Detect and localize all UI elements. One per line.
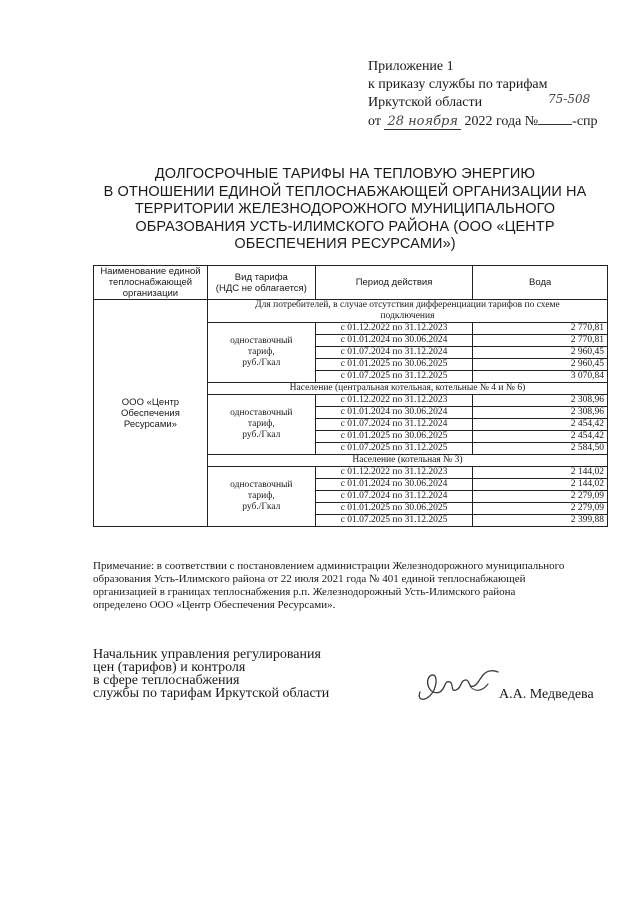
tariff-type-line-2: тариф, (247, 347, 275, 357)
header-org-line-2: теплоснабжающей (108, 277, 193, 288)
tariff-type-cell (207, 467, 315, 527)
period-cell: с 01.01.2024 по 30.06.2024 (315, 335, 473, 347)
group-label-line-1: Для потребителей, в случае отсутствия дифференциации тарифов по схеме (255, 300, 560, 310)
handwritten-signature (414, 662, 504, 706)
period-cell: с 01.07.2025 по 31.12.2025 (315, 371, 473, 383)
org-name-line-2: Обеспечения (121, 407, 180, 419)
price-cell: 2 960,45 (473, 347, 608, 359)
period-cell: с 01.07.2024 по 31.12.2024 (315, 491, 473, 503)
price-cell: 2 279,09 (473, 491, 608, 503)
tariff-table (93, 265, 608, 527)
handwritten-order-number: 75-508 (548, 92, 591, 106)
note-line-3: организацией в границах теплоснабжения р.п. Железнодорожный Усть-Илимского района (93, 586, 516, 598)
order-year-label: 2022 года № (464, 114, 539, 129)
title-line-3: ТЕРРИТОРИИ ЖЕЛЕЗНОДОРОЖНОГО МУНИЦИПАЛЬНОГО (134, 201, 556, 217)
period-cell: с 01.07.2025 по 31.12.2025 (315, 515, 473, 527)
org-name-line-1: ООО «Центр (121, 396, 180, 408)
price-cell: 2 308,96 (473, 407, 608, 419)
price-cell: 2 144,02 (473, 479, 608, 491)
order-number-blank (538, 112, 572, 125)
title-line-4: ОБРАЗОВАНИЯ УСТЬ-ИЛИМСКОГО РАЙОНА (ООО «ЦЕНТР (135, 218, 555, 235)
price-cell: 2 399,88 (473, 515, 608, 527)
period-cell: с 01.07.2025 по 31.12.2025 (315, 443, 473, 455)
order-date-prefix: от (368, 114, 381, 129)
group-label-row (94, 300, 608, 323)
signatory-line-1: Начальник управления регулирования (93, 647, 321, 662)
price-cell: 3 070,84 (473, 371, 608, 383)
signatory-title (93, 648, 329, 700)
signatory-name: А.А. Медведева (499, 687, 594, 702)
group-label-line-2: подключения (380, 311, 435, 321)
tariff-type-line-1: одноставочный (230, 408, 293, 418)
title-line-5: ОБЕСПЕЧЕНИЯ РЕСУРСАМИ») (234, 236, 456, 252)
price-cell: 2 584,50 (473, 443, 608, 455)
header-period: Период действия (315, 266, 473, 300)
price-cell: 2 770,81 (473, 323, 608, 335)
header-org (94, 266, 208, 300)
appendix-line-2: к приказу службы по тарифам (368, 77, 548, 92)
group-label (207, 300, 607, 323)
note-line-2: образования Усть-Илимского района от 22 июля 2021 года № 401 единой теплоснабжающей (93, 573, 526, 585)
signatory-line-3: в сфере теплоснабжения (93, 673, 240, 688)
table-header-row (94, 266, 608, 300)
tariff-type-line-3: руб./Гкал (242, 502, 281, 512)
period-cell: с 01.01.2025 по 30.06.2025 (315, 359, 473, 371)
header-water: Вода (473, 266, 608, 300)
order-number-suffix: -спр (572, 114, 598, 129)
price-cell: 2 454,42 (473, 419, 608, 431)
period-cell: с 01.07.2024 по 31.12.2024 (315, 347, 473, 359)
tariff-type-line-3: руб./Гкал (242, 430, 281, 440)
org-name-line-3: Ресурсами» (123, 418, 177, 430)
period-cell: с 01.12.2022 по 31.12.2023 (315, 323, 473, 335)
tariff-type-line-2: тариф, (247, 491, 275, 501)
note-line-1: Примечание: в соответствии с постановлением администрации Железнодорожного муниципального (93, 560, 565, 572)
handwritten-date: 28 ноября (384, 114, 461, 130)
org-name-cell (94, 300, 208, 527)
period-cell: с 01.07.2024 по 31.12.2024 (315, 419, 473, 431)
note-line-4: определено ООО «Центр Обеспечения Ресурсами». (93, 599, 336, 611)
period-cell: с 01.12.2022 по 31.12.2023 (315, 395, 473, 407)
period-cell: с 01.01.2024 по 30.06.2024 (315, 479, 473, 491)
price-cell: 2 308,96 (473, 395, 608, 407)
title-line-1: ДОЛГОСРОЧНЫЕ ТАРИФЫ НА ТЕПЛОВУЮ ЭНЕРГИЮ (154, 166, 536, 182)
price-cell: 2 770,81 (473, 335, 608, 347)
period-cell: с 01.12.2022 по 31.12.2023 (315, 467, 473, 479)
group-label: Население (котельная № 3) (207, 455, 607, 467)
group-label: Население (центральная котельная, котельные № 4 и № 6) (207, 383, 607, 395)
period-cell: с 01.01.2025 по 30.06.2025 (315, 503, 473, 515)
tariff-type-line-2: тариф, (247, 419, 275, 429)
appendix-line-1: Приложение 1 (368, 59, 454, 74)
period-cell: с 01.01.2025 по 30.06.2025 (315, 431, 473, 443)
price-cell: 2 279,09 (473, 503, 608, 515)
header-type-line-2: (НДС не облагается) (215, 282, 307, 294)
price-cell: 2 454,42 (473, 431, 608, 443)
header-tariff-type (207, 266, 315, 300)
document-title (90, 166, 600, 254)
footnote (93, 560, 605, 612)
tariff-type-cell (207, 323, 315, 383)
header-org-line-1: Наименование единой (100, 266, 201, 277)
tariff-type-line-1: одноставочный (230, 336, 293, 346)
appendix-order-line (368, 112, 598, 131)
tariff-type-line-1: одноставочный (230, 480, 293, 490)
period-cell: с 01.01.2024 по 30.06.2024 (315, 407, 473, 419)
tariff-type-cell (207, 395, 315, 455)
title-line-2: В ОТНОШЕНИИ ЕДИНОЙ ТЕПЛОСНАБЖАЮЩЕЙ ОРГАНИЗАЦИИ НА (103, 183, 587, 200)
price-cell: 2 960,45 (473, 359, 608, 371)
tariff-type-line-3: руб./Гкал (242, 358, 281, 368)
signatory-line-4: службы по тарифам Иркутской области (93, 686, 330, 701)
header-org-line-3: организации (122, 288, 179, 299)
appendix-line-3: Иркутской области (368, 95, 483, 110)
header-type-line-1: Вид тарифа (234, 271, 288, 283)
signatory-line-2: цен (тарифов) и контроля (93, 660, 246, 675)
price-cell: 2 144,02 (473, 467, 608, 479)
